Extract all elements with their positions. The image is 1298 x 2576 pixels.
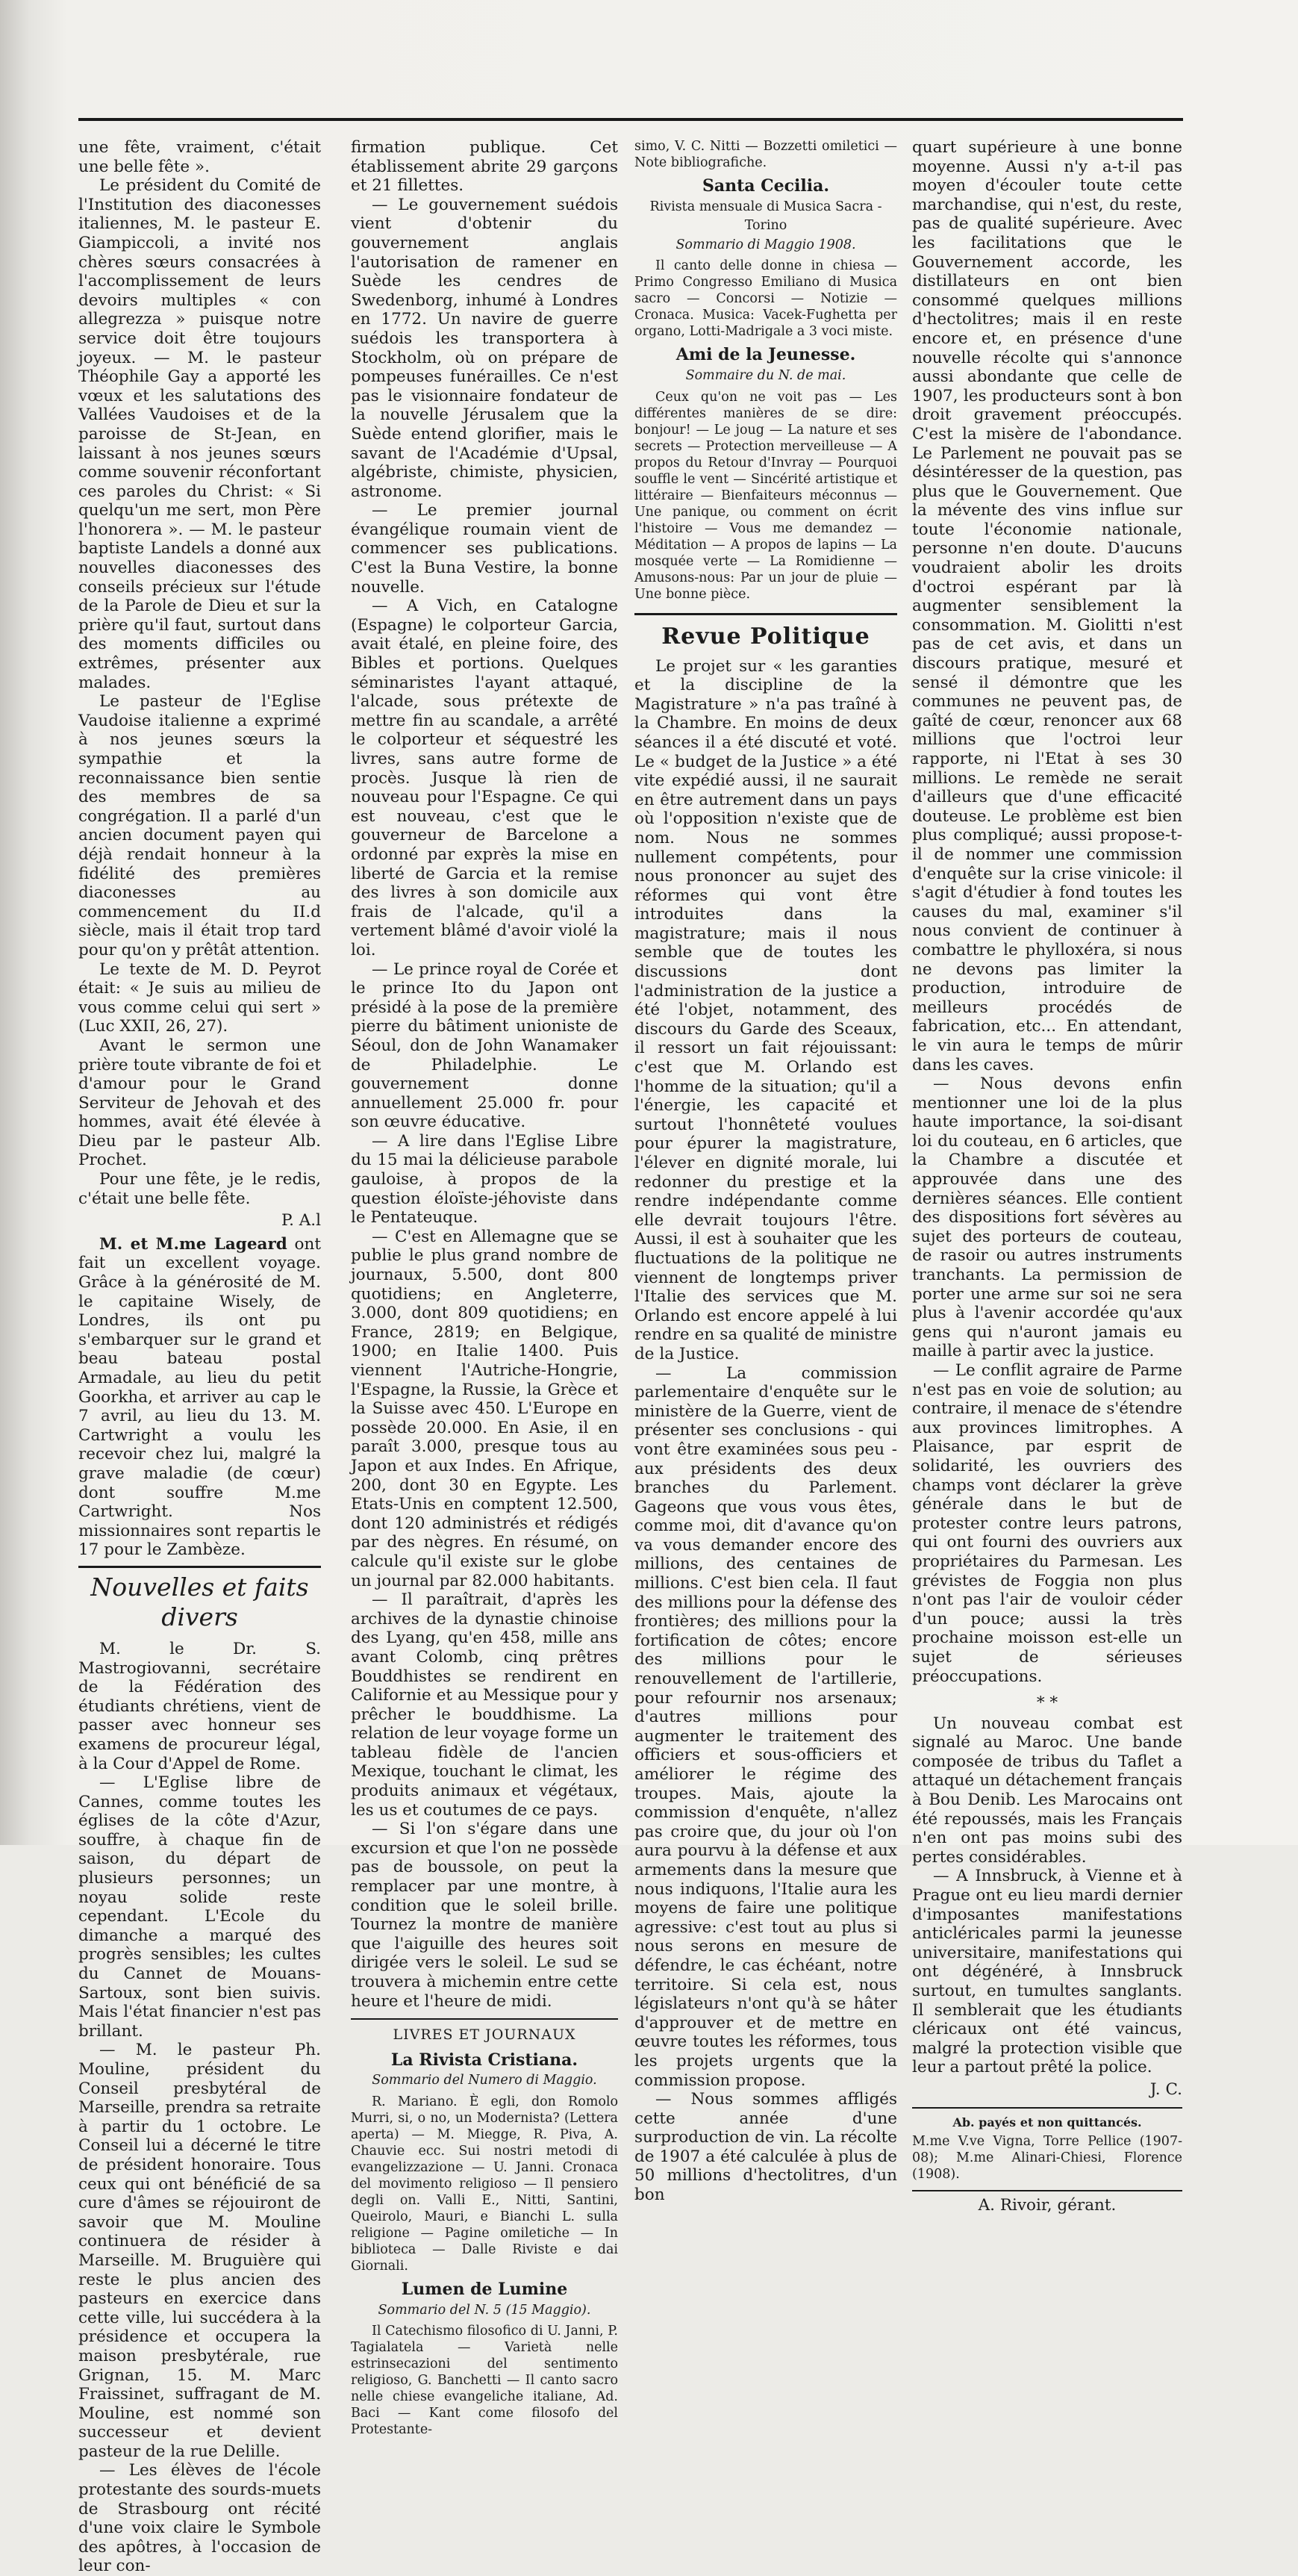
section-heading: Revue Politique [661, 623, 870, 650]
paragraph: — Il paraîtrait, d'après les archives de la dynastie chinoise des Lyang, qu'en 458, mille ans avant Colomb, cinq prêtres Bouddhistes se rendirent en Californie et au Messique pour y prêcher le bouddhisme. La relation de leur voyage forme un tableau fidèle de l'ancien Mexique, touchant le climat, les produits animaux et végétaux, les us et coutumes de ce pays. [351, 1590, 618, 1820]
review-title: Lumen de Lumine [401, 2279, 568, 2299]
paragraph: Un nouveau combat est signalé au Maroc. Une bande composée de tribus du Taflet a attaqué un détachement français à Bou Denib. Les Marocains ont été repoussés, mais les Français n'en ont pas moins subi des pertes considérables. [912, 1714, 1182, 1867]
review-subtitle: Sommario del N. 5 (15 Maggio). [378, 2302, 591, 2318]
asterism: * * [1036, 1693, 1058, 1713]
paragraph: — A Vich, en Catalogne (Espagne) le colporteur Garcia, avait étalé, en pleine foire, des Bibles et portions. Quelques séminaristes l'ayant attaqué, l'alcade, sous prétexte de mettre fin au scandale, a arrêté le colporteur et séquestré les livres, sans autre forme de procès. Jusque là rien de nouveau pour l'Espagne. Ce qui est nouveau, c'est que le gouverneur de Barcelone a ordonné par exprès la mise en liberté de Garcia et la remise des livres à son domicile aux frais de l'alcade, qu'il a vertement blâmé d'avoir violé la loi. [351, 597, 618, 959]
review-subtitle: Sommario del Numero di Maggio. [372, 2073, 597, 2088]
review-text: Il Catechismo filosofico di U. Janni, P. Tagialatela — Varietà nelle estrinsecazioni del sentimento religioso, G. Banchetti — Il canto sacro nelle chiese evangeliche italiane, Ad. Baci — Kant come filosofo del Protestante- [351, 2324, 618, 2438]
review-text: R. Mariano. È egli, don Romolo Murri, si, o no, un Modernista? (Lettera aperta) — M. Miegge, R. Piva, A. Chauvie ecc. Sui nostri metodi di evangelizzazione — U. Janni. Cronaca del movimento religioso — Il pensiero degli on. Valli E., Nitti, Santini, Queirolo, Mauri, e Bianchi L. sulla religione — Pagine omiletiche — In biblioteca — Dalle Riviste e dai Giornali. [351, 2094, 618, 2274]
paragraph: Le pasteur de l'Eglise Vaudoise italienne a exprimé à nos jeunes sœurs la sympathie et la reconnaissance bien sentie des membres de sa congrégation. Il a parlé d'un ancien document payen qui déjà rendait honneur à la fidélité des premières diaconesses au commencement du II.d siècle, mais il était trop tard pour qu'on y prêtât attention. [78, 692, 321, 959]
paragraph: Le texte de M. D. Peyrot était: « Je suis au milieu de vous comme celui qui sert » (Luc XXII, 26, 27). [78, 959, 321, 1036]
column-3 [634, 138, 897, 2205]
divider [351, 2018, 618, 2020]
paragraph: — Nous devons enfin mentionner une loi de la plus haute importance, la soi-disant loi du couteau, en 6 articles, que la Chambre a discutée et approuvée dans une des dernières séances. Elle contient des dispositions fort sévères au sujet des porteurs de couteau, de rasoir ou autres instruments tranchants. La permission de porter une arme sur soi ne sera plus à l'avenir accordée qu'aux gens qui n'auront jamais eu maille à partir avec la justice. [912, 1074, 1182, 1361]
paragraph: Pour une fête, je le redis, c'était une belle fête. [78, 1170, 321, 1208]
paragraph: — M. le pasteur Ph. Mouline, président du Conseil presbytéral de Marseille, prendra sa retraite à partir du 1 octobre. Le Conseil lui a décerné le titre de président honoraire. Tous ceux qui ont bénéficié de sa cure d'âmes se réjouiront de savoir que M. Mouline continuera de résider à Marseille. M. Bruguière qui reste le plus ancien des pasteurs en exercice dans cette ville, lui succédera à la présidence et occupera la maison presbytérale, rue Grignan, 15. M. Marc Fraissinet, suffragant de M. Mouline, est nommé son successeur et devient pasteur de la rue Delille. [78, 2041, 321, 2461]
paragraph: Le président du Comité de l'Institution des diaconesses italiennes, M. le pasteur E. Giampiccoli, a invité nos chères sœurs consacrées à l'accomplissement de leurs devoirs multiples « con allegrezza » puisque notre service doit être toujours joyeux. — M. le pasteur Théophile Gay a apporté les vœux et les salutations des Vallées Vaudoises et de la paroisse de St-Jean, en laissant à nos jeunes sœurs comme souvenir réconfortant ces paroles du Christ: « Si quelqu'un me sert, mon Père l'honorera ». — M. le pasteur baptiste Landels a donné aux nouvelles diaconesses des conseils précieux sur l'étude de la Parole de Dieu et sur la prière qu'il faut, surtout dans des moments difficiles ou extrêmes, présenter aux malades. [78, 176, 321, 692]
section-heading: Nouvelles et faits divers [78, 1566, 321, 1632]
subscriptions-title: Ab. payés et non quittancés. [952, 2115, 1142, 2129]
paragraph: — Le gouvernement suédois vient d'obtenir du gouvernement anglais l'autorisation de ramener en Suède les cendres de Swedenborg, inhumé à Londres en 1772. Un navire de guerre suédois les transportera à Stockholm, où on prépare de pompeuses funérailles. Ce n'est pas le visionnaire fondateur de la nouvelle Jérusalem que la Suède entend glorifier, mais le savant de l'Académie d'Upsal, algébriste, chimiste, physicien, astronome. [351, 195, 618, 501]
paragraph: — C'est en Allemagne que se publie le plus grand nombre de journaux, 5.500, dont 800 quotidiens; en Angleterre, 3.000, dont 809 quotidiens; en France, 2819; en Belgique, 1900; en Italie 1400. Puis viennent l'Autriche-Hongrie, l'Espagne, la Russie, la Grèce et la Suisse avec 450. L'Europe en possède 20.000. En Asie, il en paraît 3.000, presque tous au Japon et aux Indes. En Afrique, 200, dont 30 en Egypte. Les Etats-Unis en comptent 12.500, dont 120 administrés et rédigés par des nègres. En résumé, on calcule qu'il existe sur le globe un journal par 82.000 habitants. [351, 1227, 618, 1590]
column-4 [912, 138, 1182, 2215]
signature: J. C. [1149, 2079, 1182, 2099]
review-text: Il canto delle donne in chiesa — Primo Congresso Emiliano di Musica sacro — Concorsi — Notizie — Cronaca. Musica: Vacek-Fughetta per organo, Lotti-Madrigale a 3 voci miste. [634, 258, 897, 340]
paragraph-text: ont fait un excellent voyage. Grâce à la générosité de M. le capitaine Wisely, de Londres, ils ont pu s'embarquer sur le grand et beau bateau postal Armadale, au lieu du petit Goorkha, et arriver au cap le 7 avril, au lieu du 13. M. Cartwright a voulu les recevoir chez lui, malgré la grave maladie (de cœur) dont souffre M.me Cartwright. Nos missionnaires sont repartis le 17 pour le Zambèze. [78, 1234, 321, 1560]
paragraph: — Les élèves de l'école protestante des sourds-muets de Strasbourg ont récité d'une voix claire le Symbole des apôtres, à l'occasion de leur con- [78, 2461, 321, 2576]
paragraph: une fête, vraiment, c'était une belle fête ». [78, 138, 321, 176]
paragraph: — A Innsbruck, à Vienne et à Prague ont eu lieu mardi dernier d'imposantes manifestations anticléricales parmi la jeunesse universitaire, manifestations qui ont dégénéré, à Innsbruck surtout, en tumultes sanglants. Il semblerait que les étudiants cléricaux ont été vaincus, malgré la protection visible que leur a partout prêté la police. [912, 1867, 1182, 2077]
review-subtitle: Sommaire du N. de mai. [685, 367, 846, 383]
review-text: Ceux qu'on ne voit pas — Les différentes manières de se dire: bonjour! — Le joug — La nature et ses secrets — Protection merveilleuse — A propos du Retour d'Invray — Pourquoi souffle le vent — Sincérité artistique et littéraire — Bienfaiteurs méconnus — Une panique, ou comment on écrit l'histoire — Vous me demandez — Méditation — A propos de lapins — La mosquée verte — La Romidienne — Amusons-nous: Par un jour de pluie — Une bonne pièce. [634, 389, 897, 602]
paragraph: — Le prince royal de Corée et le prince Ito du Japon ont présidé à la pose de la première pierre du bâtiment unioniste de Séoul, don de John Wanamaker de Philadelphie. Le gouvernement donne annuellement 25.000 fr. pour son œuvre éducative. [351, 959, 618, 1132]
review-text: simo, V. C. Nitti — Bozzetti omiletici — Note bibliografiche. [634, 139, 897, 170]
review-title: Ami de la Jeunesse. [675, 345, 856, 365]
review-description: Rivista mensuale di Musica Sacra - Torino [649, 199, 882, 234]
paragraph: quart supérieure à une bonne moyenne. Aussi n'y a-t-il pas moyen d'écouler toute cette marchandise, qui n'est, du reste, pas de qualité supérieure. Avec les facilitations que le Gouvernement accorde, les distillateurs en ont bien consommé quelques millions d'hectolitres; mais il en reste encore et, en présence d'une nouvelle récolte qui s'annonce aussi abondante que celle de 1907, les producteurs sont à bon droit gravement préoccupés. C'est la misère de l'abondance. Le Parlement ne pouvait pas se désintéresser de la question, pas plus que le Gouvernement. Que la mévente des vins influe sur toute l'économie nationale, personne n'en doute. D'aucuns voudraient abolir les droits d'octroi espérant par là augmenter sensiblement la consommation. M. Giolitti n'est pas de cet avis, et dans un discours pratique, mesuré et sensé il démontre que les communes ne peuvent pas, de gaîté de cœur, renoncer aux 68 millions que l'octroi leur rapporte, ni l'Etat à ses 30 millions. Le remède ne serait d'ailleurs que d'une efficacité douteuse. Le problème est bien plus compliqué; aussi propose-t-il de nommer une commission d'enquête sur la crise vinicole: il s'agit d'étudier à fond toutes les causes du mal, examiner s'il nous convient de continuer à combattre le phylloxéra, si nous ne devons pas limiter la production, introduire de meilleurs procédés de fabrication, etc... En attendant, le vin aura le temps de mûrir dans les caves. [912, 138, 1182, 1074]
section-heading: LIVRES ET JOURNAUX [393, 2026, 576, 2044]
paragraph: — Le premier journal évangélique roumain vient de commencer ses publications. C'est la Buna Vestire, la bonne nouvelle. [351, 501, 618, 597]
review-title: La Rivista Cristiana. [390, 2050, 578, 2070]
paragraph [78, 1235, 321, 1560]
signature: P. A.l [281, 1211, 321, 1231]
review-title: Santa Cecilia. [702, 176, 830, 196]
review-subtitle: Sommario di Maggio 1908. [675, 237, 856, 252]
paragraph: M. le Dr. S. Mastrogiovanni, secrétaire de la Fédération des étudiants chrétiens, vient de passer avec honneur ses examens de procureur légal, à la Cour d'Appel de Rome. [78, 1639, 321, 1773]
manager-signature: A. Rivoir, gérant. [978, 2196, 1117, 2215]
paragraph: — Nous sommes affligés cette année d'une surproduction de vin. La récolte de 1907 a été calculée à plus de 50 millions d'hectolitres, d'un bon [634, 2090, 897, 2205]
paragraph: — A lire dans l'Eglise Libre du 15 mai la délicieuse parabole gauloise, à propos de la question éloïste-jéhoviste dans le Pentateuque. [351, 1131, 618, 1228]
paragraph: firmation publique. Cet établissement abrite 29 garçons et 21 fillettes. [351, 138, 618, 196]
column-2 [351, 138, 618, 2438]
paragraph: Le projet sur « les garanties et la discipline de la Magistrature » n'a pas traîné à la Chambre. En moins de deux séances il a été discuté et voté. Le « budget de la Justice » a été vite expédié aussi, il ne saurait en être autrement dans un pays où l'opposition n'existe que de nom. Nous ne sommes nullement compétents, pour nous prononcer au sujet des réformes qui vont être introduites dans la magistrature; mais il nous semble que de toutes les discussions dont l'administration de la justice a été l'objet, notamment, des discours du Garde des Sceaux, il ressort un fait réjouissant: c'est que M. Orlando est l'homme de la situation; qu'il a l'énergie, les capacité et surtout l'honnêteté voulues pour épurer la magistrature, l'élever en dignité morale, lui redonner du prestige et la rendre indépendante comme elle devrait toujours l'être. Aussi, il est à souhaiter que les fluctuations de la politique ne viennent de longtemps priver l'Italie des services que M. Orlando est encore appelé à lui rendre en sa qualité de ministre de la Justice. [634, 656, 897, 1363]
paragraph: — La commission parlementaire d'enquête sur le ministère de la Guerre, vient de présenter ses conclusions - qui vont être examinées sous peu - aux présidents des deux branches du Parlement. Gageons que vous vous êtes, comme moi, dit d'avance qu'on va vous demander encore des millions, des centaines de millions. C'est bien cela. Il faut des millions pour la défense des frontières; des millions pour la fortification de côtes; encore des millions pour le renouvellement de l'artillerie, pour refournir nos arsenaux; d'autres millions pour augmenter le traitement des officiers et sous-officiers et améliorer le régime des troupes. Mais, ajoute la commission d'enquête, n'allez pas croire que, du jour où l'on aura pourvu à la défense et aux armements dans la mesure que nous indiquons, l'Italie aura les moyens de faire une politique agressive: c'est tout au plus si nous serons en mesure de défendre, le cas échéant, notre territoire. Si cela est, nous législateurs n'ont qu'à se hâter d'approuver et de mettre en œuvre toutes les réformes, tous les projets urgents que la commission propose. [634, 1363, 897, 2090]
subscriptions-list: M.me V.ve Vigna, Torre Pellice (1907-08); M.me Alinari-Chiesi, Florence (1908). [912, 2134, 1182, 2183]
column-1 [78, 138, 321, 2576]
divider [912, 2190, 1182, 2191]
lead-name: M. et M.me Lageard [99, 1234, 287, 1254]
paragraph: Avant le sermon une prière toute vibrante de foi et d'amour pour le Grand Serviteur de Jehovah et des hommes, avait été élevée à Dieu par le pasteur Alb. Prochet. [78, 1036, 321, 1170]
paragraph: — Si l'on s'égare dans une excursion et que l'on ne possède pas de boussole, on peut la remplacer par une montre, à condition que le soleil brille. Tournez la montre de manière que l'aiguille des heures soit dirigée vers le soleil. Le sud se trouvera à michemin entre cette heure et l'heure de midi. [351, 1820, 618, 2011]
divider [912, 2107, 1182, 2109]
top-rule [78, 118, 1183, 121]
divider [634, 613, 897, 615]
paragraph: — L'Eglise libre de Cannes, comme toutes les églises de la côte d'Azur, souffre, à chaque fin de saison, du départ de plusieurs personnes; un noyau solide reste cependant. L'Ecole du dimanche a marqué des progrès sensibles; les cultes du Cannet de Mouans-Sartoux, sont bien suivis. Mais l'état financier n'est pas brillant. [78, 1773, 321, 2041]
paragraph: — Le conflit agraire de Parme n'est pas en voie de solution; au contraire, il menace de s'étendre aux provinces limitrophes. A Plaisance, par esprit de solidarité, les ouvriers des champs vont déclarer la grève générale dans le but de protester contre leurs patrons, qui ont fourni des ouvriers aux propriétaires du Parmesan. Les grévistes de Foggia non plus n'ont pas l'air de vouloir céder d'un pouce; aussi la très prochaine moisson est-elle un sujet de sérieuses préoccupations. [912, 1361, 1182, 1686]
